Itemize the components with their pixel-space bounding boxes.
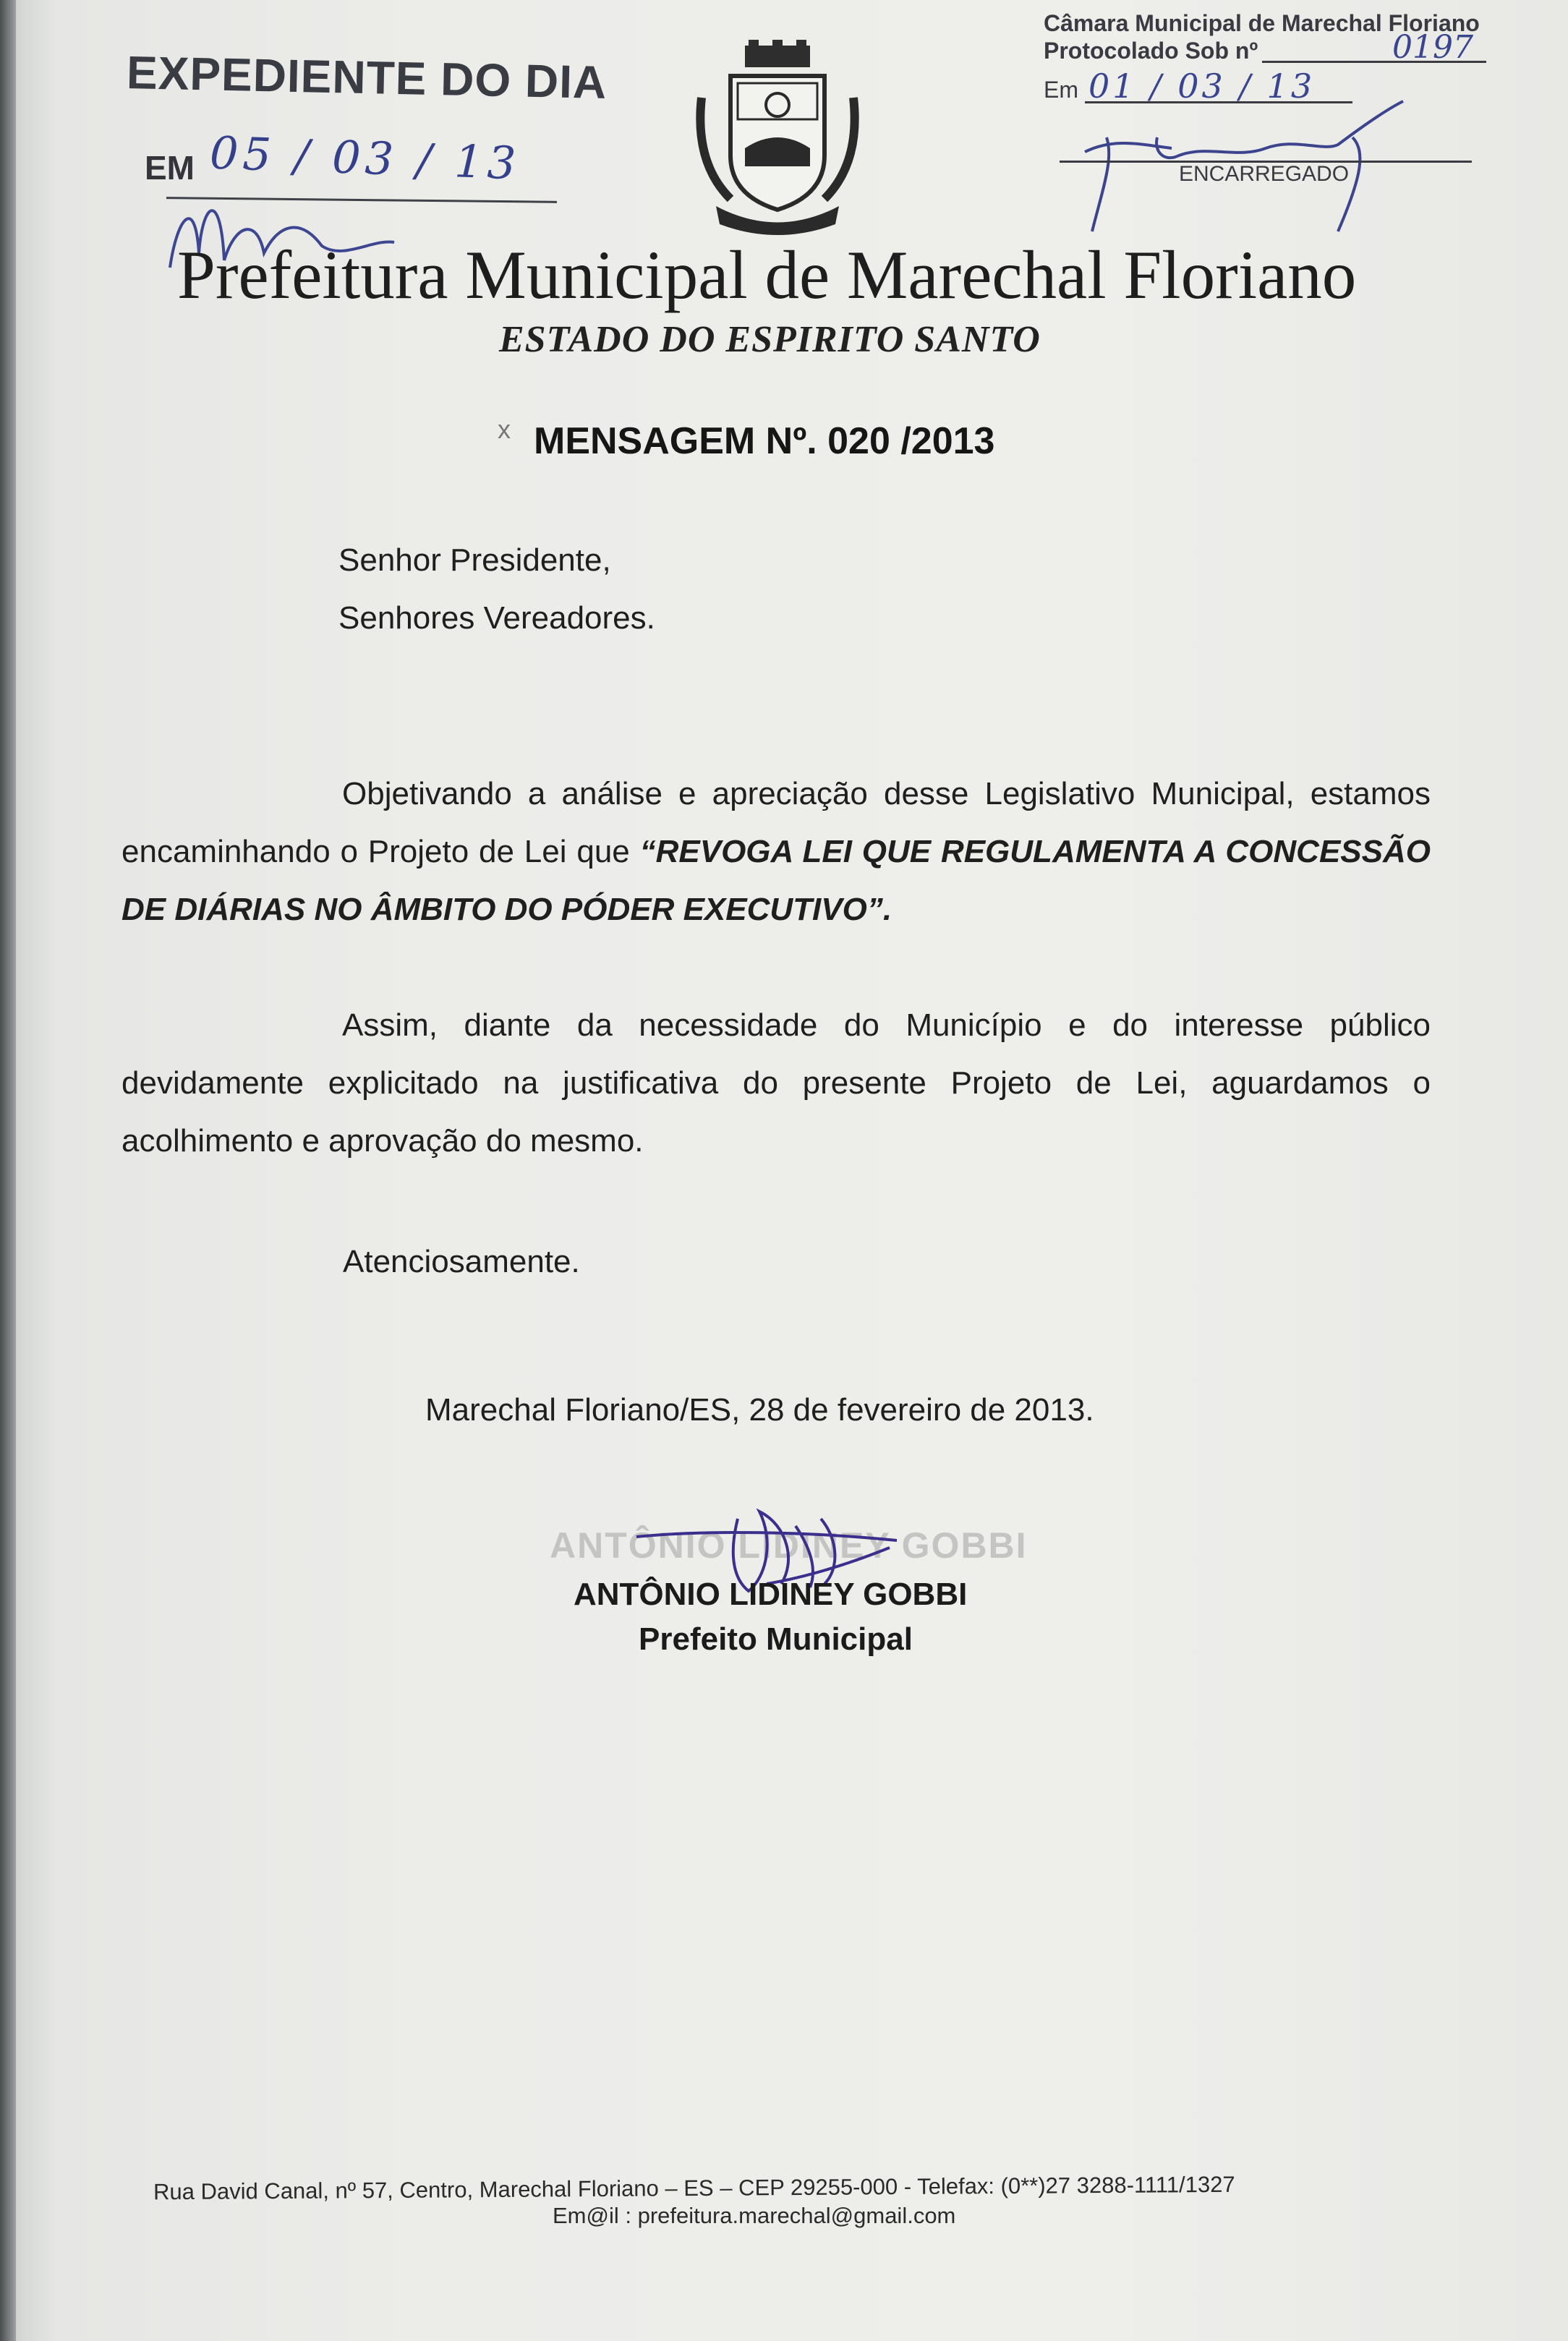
footer-email: Em@il : prefeitura.marechal@gmail.com: [553, 2203, 956, 2228]
camara-em-label: Em: [1044, 77, 1078, 103]
page-title: Prefeitura Municipal de Marechal Floriano: [177, 236, 1357, 313]
message-number-heading: MENSAGEM Nº. 020 /2013: [534, 420, 995, 462]
footer-address: Rua David Canal, nº 57, Centro, Marechal Floriano – ES – CEP 29255-000 - Telefax: (0**)27 3288-1111/1327: [153, 2171, 1235, 2205]
greeting-councillors: Senhores Vereadores.: [338, 600, 655, 636]
greeting-president: Senhor Presidente,: [338, 542, 611, 578]
expediente-handwritten-date: 05 / 03 / 13: [208, 126, 521, 190]
camara-protocolo-label: Protocolado Sob nº: [1044, 38, 1258, 64]
expediente-em-label: EM: [145, 149, 195, 187]
paragraph-justification: Assim, diante da necessidade do Município e do interesse público devidamente explicitado na justificativa do presente Projeto de Lei, aguardamos o acolhimento e aprovação do mesmo.: [122, 1007, 1431, 1159]
bill-title-emphasis: “REVOGA LEI QUE REGULAMENTA A CONCESSÃO DE DIÁRIAS NO ÂMBITO DO PÓDER EXECUTIVO”.: [122, 834, 1431, 927]
paragraph-objective: [122, 765, 1431, 939]
place-and-date: Marechal Floriano/ES, 28 de fevereiro de 2013.: [425, 1392, 1094, 1428]
closing-salutation: Atenciosamente.: [343, 1244, 580, 1279]
paragraph-objective-lead: Objetivando a análise e apreciação desse Legislativo Municipal, estamos encaminhando o Projeto de Lei que: [122, 776, 1431, 869]
expediente-stamp-title: EXPEDIENTE DO DIA: [126, 46, 608, 108]
municipal-coat-of-arms-icon: [687, 40, 868, 235]
state-subtitle: ESTADO DO ESPIRITO SANTO: [499, 319, 1041, 360]
camara-encarregado-label: ENCARREGADO: [1179, 162, 1350, 186]
signatory-role: Prefeito Municipal: [639, 1621, 913, 1657]
camara-stamp-title: Câmara Municipal de Marechal Floriano: [1044, 10, 1480, 36]
camara-protocolo-number: 0197: [1392, 29, 1473, 66]
pencil-x-mark: x: [498, 414, 511, 444]
binding-edge: [0, 0, 16, 2341]
show-through-name: ANTÔNIO LIDINEY GOBBI: [550, 1525, 1028, 1566]
camara-em-date: 01 / 03 / 13: [1088, 67, 1316, 106]
signatory-name: ANTÔNIO LIDINEY GOBBI: [574, 1577, 968, 1612]
